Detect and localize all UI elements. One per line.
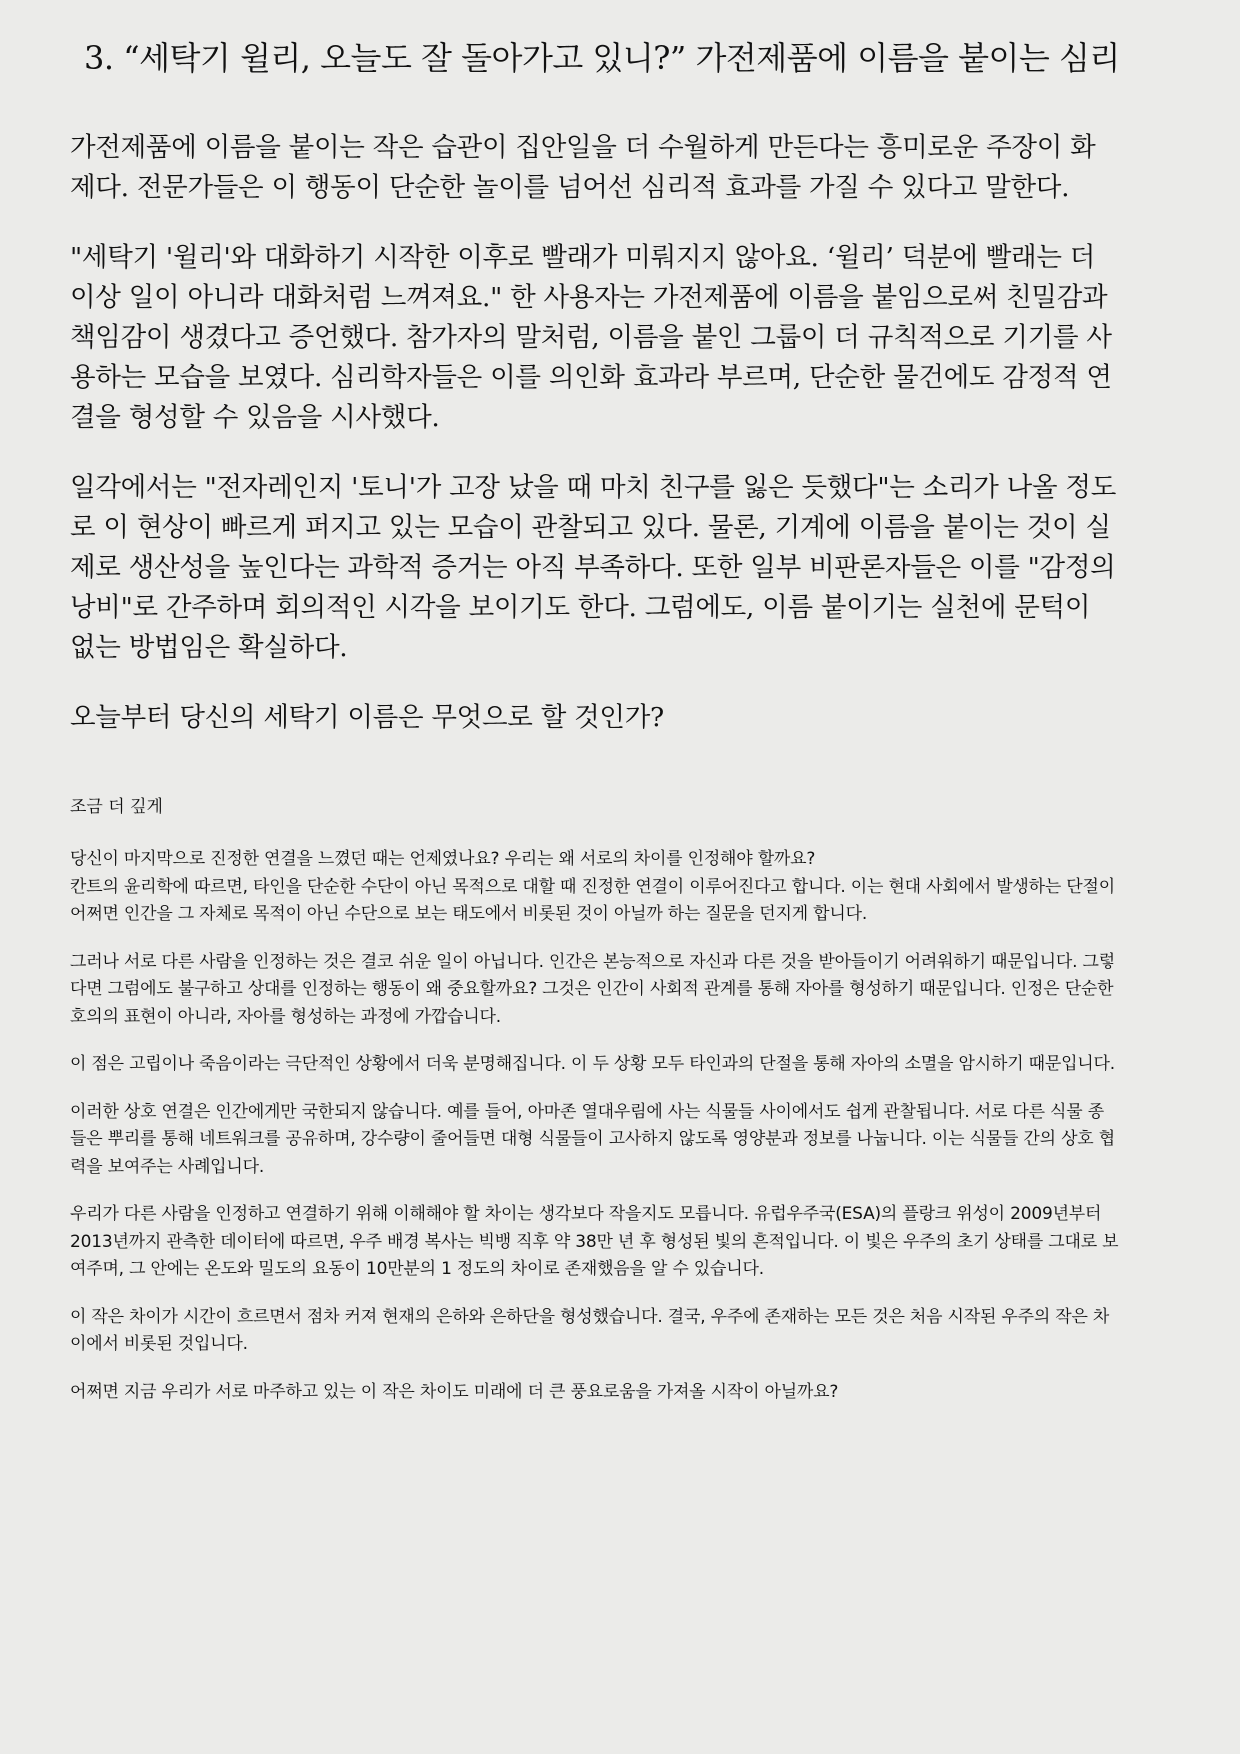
deeper-paragraph: 그러나 서로 다른 사람을 인정하는 것은 결코 쉬운 일이 아닙니다. 인간은 본능적으로 자신과 다른 것을 받아들이기 어려워하기 때문입니다. 그렇다면 그럼에도 불구하고 상대를 인정하는 행동이 왜 중요할까요? 그것은 인간이 사회적 관계를 통해 자아를 형성하기 때문입니다. 인정은 단순한 호의의 표현이 아니라, 자아를 형성하는 과정에 가깝습니다.	[70, 951, 1115, 1027]
deeper-section-title: 조금 더 깊게	[70, 797, 163, 817]
article-paragraph: 일각에서는 "전자레인지 '토니'가 고장 났을 때 마치 친구를 잃은 듯했다"는 소리가 나올 정도로 이 현상이 빠르게 퍼지고 있는 모습이 관찰되고 있다. 물론, 기계에 이름을 붙이는 것이 실제로 생산성을 높인다는 과학적 증거는 아직 부족하다. 또한 일부 비판론자들은 이를 "감정의 낭비"로 간주하며 회의적인 시각을 보이기도 한다. 그럼에도, 이름 붙이기는 실천에 문턱이 없는 방법임은 확실하다.	[70, 472, 1116, 663]
deeper-section	[70, 794, 1120, 1406]
article-paragraph: "세탁기 '윌리'와 대화하기 시작한 이후로 빨래가 미뤄지지 않아요. ‘윌리’ 덕분에 빨래는 더 이상 일이 아니라 대화처럼 느껴져요." 한 사용자는 가전제품에 이름을 붙임으로써 친밀감과 책임감이 생겼다고 증언했다. 참가자의 말처럼, 이름을 붙인 그룹이 더 규칙적으로 기기를 사용하는 모습을 보였다. 심리학자들은 이를 의인화 효과라 부르며, 단순한 물건에도 감정적 연결을 형성할 수 있음을 시사했다.	[70, 242, 1112, 433]
deeper-paragraph: 이 작은 차이가 시간이 흐르면서 점차 커져 현재의 은하와 은하단을 형성했습니다. 결국, 우주에 존재하는 모든 것은 처음 시작된 우주의 작은 차이에서 비롯된 것입니다.	[70, 1306, 1110, 1354]
deeper-paragraph: 이러한 상호 연결은 인간에게만 국한되지 않습니다. 예를 들어, 아마존 열대우림에 사는 식물들 사이에서도 쉽게 관찰됩니다. 서로 다른 식물 종들은 뿌리를 통해 네트워크를 공유하며, 강수량이 줄어들면 대형 식물들이 고사하지 않도록 영양분과 정보를 나눕니다. 이는 식물들 간의 상호 협력을 보여주는 사례입니다.	[70, 1101, 1115, 1177]
article-closing-question: 오늘부터 당신의 세탁기 이름은 무엇으로 할 것인가?	[70, 702, 664, 733]
deeper-paragraph: 우리가 다른 사람을 인정하고 연결하기 위해 이해해야 할 차이는 생각보다 작을지도 모릅니다. 유럽우주국(ESA)의 플랑크 위성이 2009년부터 2013년까지 관측한 데이터에 따르면, 우주 배경 복사는 빅뱅 직후 약 38만 년 후 형성된 빛의 흔적입니다. 이 빛은 우주의 초기 상태를 그대로 보여주며, 그 안에는 온도와 밀도의 요동이 10만분의 1 정도의 차이로 존재했음을 알 수 있습니다.	[70, 1204, 1119, 1279]
article-title: 3. “세탁기 윌리, 오늘도 잘 돌아가고 있니?” 가전제품에 이름을 붙이는 심리	[84, 39, 1120, 77]
article-body	[70, 128, 1120, 738]
deeper-paragraph: 당신이 마지막으로 진정한 연결을 느꼈던 때는 언제였나요? 우리는 왜 서로의 차이를 인정해야 할까요? 칸트의 윤리학에 따르면, 타인을 단순한 수단이 아닌 목적으로 대할 때 진정한 연결이 이루어진다고 합니다. 이는 현대 사회에서 발생하는 단절이 어쩌면 인간을 그 자체로 목적이 아닌 수단으로 보는 태도에서 비롯된 것이 아닐까 하는 질문을 던지게 합니다.	[70, 849, 1115, 924]
article-paragraph: 가전제품에 이름을 붙이는 작은 습관이 집안일을 더 수월하게 만든다는 흥미로운 주장이 화제다. 전문가들은 이 행동이 단순한 놀이를 넘어선 심리적 효과를 가질 수 있다고 말한다.	[70, 132, 1096, 203]
deeper-paragraph: 이 점은 고립이나 죽음이라는 극단적인 상황에서 더욱 분명해집니다. 이 두 상황 모두 타인과의 단절을 통해 자아의 소멸을 암시하기 때문입니다.	[70, 1054, 1115, 1074]
deeper-paragraph: 어쩌면 지금 우리가 서로 마주하고 있는 이 작은 차이도 미래에 더 큰 풍요로움을 가져올 시작이 아닐까요?	[70, 1381, 839, 1402]
